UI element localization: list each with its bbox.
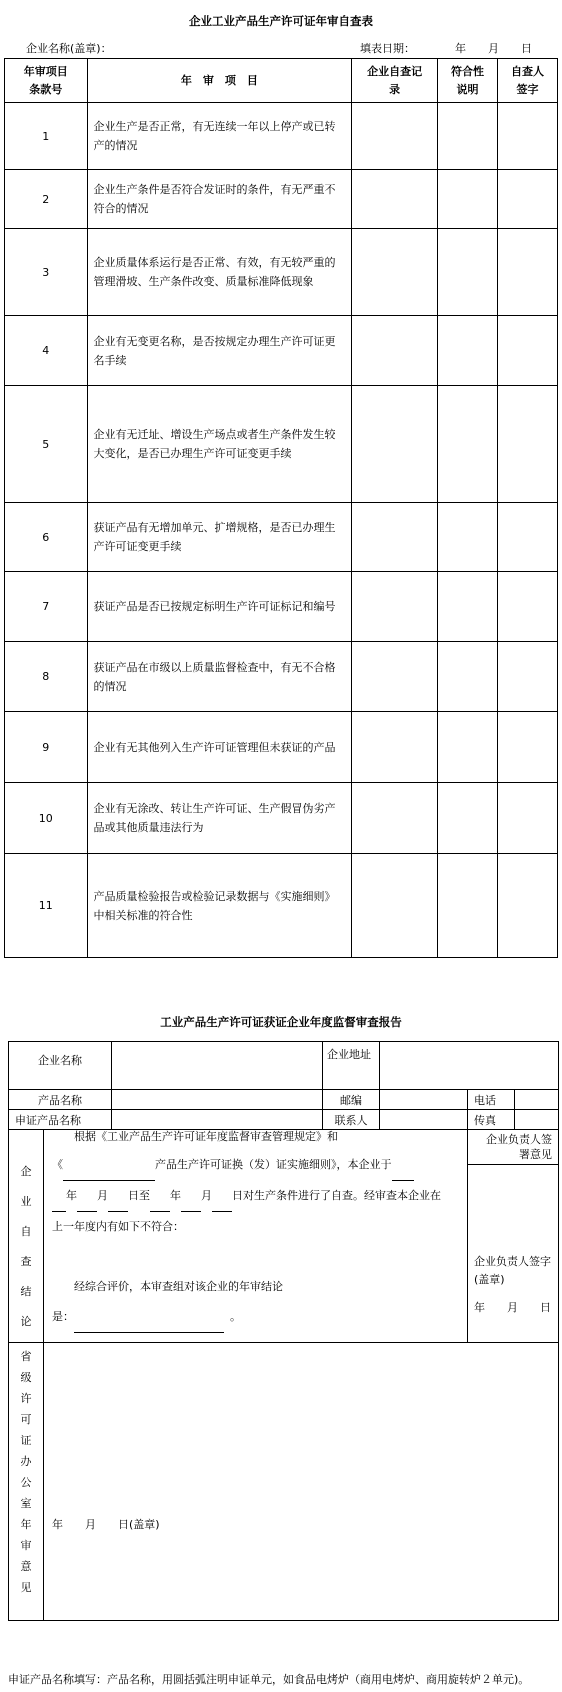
self-check-cell[interactable] bbox=[352, 103, 438, 170]
header-clause-no: 年审项目 条款号 bbox=[5, 59, 88, 103]
conclusion-line4: 上一年度内有如下不符合： bbox=[52, 1220, 184, 1233]
row-item: 获证产品有无增加单元、扩增规格，是否已办理生产许可证变更手续 bbox=[87, 503, 352, 572]
self-conclusion-row bbox=[9, 1130, 559, 1343]
signer-cell[interactable] bbox=[497, 229, 557, 316]
row-item: 企业有无迁址、增设生产场点或者生产条件发生较大变化，是否已办理生产许可证变更手续 bbox=[87, 386, 352, 503]
provincial-date: 年 月 日(盖章) bbox=[52, 1518, 160, 1531]
conformity-cell[interactable] bbox=[437, 316, 497, 386]
row-item: 获证产品是否已按规定标明生产许可证标记和编号 bbox=[87, 572, 352, 642]
vertical-label-char: 级 bbox=[20, 1371, 32, 1384]
conformity-cell[interactable] bbox=[437, 712, 497, 783]
conclusion-line1: 根据《工业产品生产许可证年度监督审查管理规定》和 bbox=[74, 1130, 338, 1143]
conclusion-line2: 《 产品生产许可证换（发）证实施细则》，本企业于 bbox=[52, 1150, 463, 1181]
row-no: 5 bbox=[5, 386, 88, 503]
row-item: 获证产品在市级以上质量监督检查中，有无不合格的情况 bbox=[87, 642, 352, 712]
signer-cell[interactable] bbox=[497, 854, 557, 958]
row-item: 产品质量检验报告或检验记录数据与《实施细则》中相关标准的符合性 bbox=[87, 854, 352, 958]
row-no: 7 bbox=[5, 572, 88, 642]
self-check-cell[interactable] bbox=[352, 170, 438, 229]
fax-field[interactable] bbox=[515, 1110, 559, 1130]
applied-product-row bbox=[9, 1110, 559, 1130]
conformity-cell[interactable] bbox=[437, 229, 497, 316]
company-address-field[interactable] bbox=[380, 1042, 559, 1090]
self-conclusion-content bbox=[44, 1130, 468, 1343]
table-row bbox=[5, 229, 558, 316]
self-check-cell[interactable] bbox=[352, 572, 438, 642]
self-check-cell[interactable] bbox=[352, 642, 438, 712]
header-item: 年 审 项 目 bbox=[87, 59, 352, 103]
conformity-cell[interactable] bbox=[437, 854, 497, 958]
conformity-cell[interactable] bbox=[437, 783, 497, 854]
conformity-cell[interactable] bbox=[437, 642, 497, 712]
table-row bbox=[5, 170, 558, 229]
self-check-table bbox=[4, 58, 558, 958]
vertical-label-char: 办 bbox=[20, 1455, 32, 1468]
table-row bbox=[5, 642, 558, 712]
row-item: 企业有无变更名称，是否按规定办理生产许可证更名手续 bbox=[87, 316, 352, 386]
self-check-cell[interactable] bbox=[352, 712, 438, 783]
row-no: 3 bbox=[5, 229, 88, 316]
provincial-opinion-vertical-label bbox=[9, 1351, 43, 1593]
leader-opinion-label: 企业负责人签署意见 bbox=[468, 1130, 558, 1165]
row-no: 11 bbox=[5, 854, 88, 958]
fill-date-label: 填表日期： bbox=[360, 42, 415, 55]
self-conclusion-label bbox=[9, 1130, 44, 1343]
vertical-label-char: 省 bbox=[20, 1350, 32, 1363]
table-row bbox=[5, 103, 558, 170]
self-check-cell[interactable] bbox=[352, 316, 438, 386]
company-row bbox=[9, 1042, 559, 1090]
company-address-label: 企业地址 bbox=[323, 1042, 380, 1090]
signer-cell[interactable] bbox=[497, 103, 557, 170]
leader-opinion-cell bbox=[468, 1130, 559, 1343]
vertical-label-char: 结 bbox=[20, 1285, 32, 1298]
row-item: 企业生产是否正常，有无连续一年以上停产或已转产的情况 bbox=[87, 103, 352, 170]
applied-product-field[interactable] bbox=[112, 1110, 323, 1130]
table-row bbox=[5, 572, 558, 642]
product-name-field[interactable] bbox=[112, 1090, 323, 1110]
contact-label: 联系人 bbox=[323, 1110, 380, 1130]
vertical-label-char: 公 bbox=[20, 1476, 32, 1489]
row-item: 企业有无涂改、转让生产许可证、生产假冒伪劣产品或其他质量违法行为 bbox=[87, 783, 352, 854]
postcode-label: 邮编 bbox=[323, 1090, 380, 1110]
vertical-label-char: 查 bbox=[20, 1255, 32, 1268]
signer-cell[interactable] bbox=[497, 783, 557, 854]
row-no: 1 bbox=[5, 103, 88, 170]
vertical-label-char: 自 bbox=[20, 1225, 32, 1238]
leader-sign-date[interactable]: 年 月 日 bbox=[474, 1301, 551, 1314]
phone-label: 电话 bbox=[468, 1090, 515, 1110]
vertical-label-char: 见 bbox=[20, 1581, 32, 1594]
vertical-label-char: 意 bbox=[20, 1560, 32, 1573]
table-row bbox=[5, 503, 558, 572]
table-header-row bbox=[5, 59, 558, 103]
form1-title: 企业工业产品生产许可证年审自查表 bbox=[189, 14, 373, 28]
header-conformity: 符合性 说明 bbox=[437, 59, 497, 103]
self-check-cell[interactable] bbox=[352, 229, 438, 316]
vertical-label-char: 室 bbox=[20, 1497, 32, 1510]
provincial-opinion-label bbox=[9, 1343, 44, 1621]
rules-name-blank[interactable] bbox=[63, 1150, 155, 1181]
self-check-cell[interactable] bbox=[352, 854, 438, 958]
signer-cell[interactable] bbox=[497, 170, 557, 229]
product-row bbox=[9, 1090, 559, 1110]
vertical-label-char: 年 bbox=[20, 1518, 32, 1531]
annual-review-report-table bbox=[8, 1041, 559, 1621]
row-no: 2 bbox=[5, 170, 88, 229]
conclusion-line5: 经综合评价，本审查组对该企业的年审结论 bbox=[74, 1280, 283, 1293]
row-item: 企业质量体系运行是否正常、有效，有无较严重的管理滑坡、生产条件改变、质量标准降低现象 bbox=[87, 229, 352, 316]
signer-cell[interactable] bbox=[497, 386, 557, 503]
table-row bbox=[5, 712, 558, 783]
row-no: 6 bbox=[5, 503, 88, 572]
fill-date-parts: 年 月 日 bbox=[455, 42, 532, 55]
signer-cell[interactable] bbox=[497, 316, 557, 386]
date-blank[interactable] bbox=[392, 1150, 414, 1181]
header-signer: 自查人 签字 bbox=[497, 59, 557, 103]
conclusion-line3: 年 月 日至 年 月 日对生产条件进行了自查。经审查本企业在 bbox=[52, 1181, 463, 1212]
company-name-label: 企业名称(盖章)： bbox=[26, 42, 112, 55]
fax-label: 传真 bbox=[468, 1110, 515, 1130]
conformity-cell[interactable] bbox=[437, 170, 497, 229]
conformity-cell[interactable] bbox=[437, 572, 497, 642]
vertical-label-char: 证 bbox=[20, 1434, 32, 1447]
row-no: 4 bbox=[5, 316, 88, 386]
vertical-label-char: 许 bbox=[20, 1392, 32, 1405]
vertical-label-char: 审 bbox=[20, 1539, 32, 1552]
signer-cell[interactable] bbox=[497, 572, 557, 642]
signer-cell[interactable] bbox=[497, 642, 557, 712]
self-check-cell[interactable] bbox=[352, 386, 438, 503]
leader-sign-label: 企业负责人签字(盖章) bbox=[474, 1255, 551, 1286]
vertical-label-char: 论 bbox=[20, 1315, 32, 1328]
signer-cell[interactable] bbox=[497, 712, 557, 783]
signer-cell[interactable] bbox=[497, 503, 557, 572]
conformity-cell[interactable] bbox=[437, 103, 497, 170]
company-name-field[interactable] bbox=[112, 1042, 323, 1090]
footnote: 申证产品名称填写：产品名称，用圆括弧注明申证单元，如食品电烤炉（商用电烤炉、商用旋转炉２单元)。 bbox=[8, 1673, 530, 1686]
row-item: 企业有无其他列入生产许可证管理但未获证的产品 bbox=[87, 712, 352, 783]
conclusion-line6: 是： 。 bbox=[52, 1302, 463, 1333]
row-no: 9 bbox=[5, 712, 88, 783]
postcode-field[interactable] bbox=[380, 1090, 468, 1110]
table-row bbox=[5, 783, 558, 854]
table-row bbox=[5, 386, 558, 503]
form2-title: 工业产品生产许可证获证企业年度监督审查报告 bbox=[160, 1015, 402, 1029]
conclusion-blank[interactable] bbox=[74, 1302, 224, 1333]
phone-field[interactable] bbox=[515, 1090, 559, 1110]
provincial-opinion-content[interactable] bbox=[44, 1343, 559, 1621]
conformity-cell[interactable] bbox=[437, 503, 497, 572]
header-self-check: 企业自查记 录 bbox=[352, 59, 438, 103]
self-check-cell[interactable] bbox=[352, 783, 438, 854]
row-item: 企业生产条件是否符合发证时的条件，有无严重不符合的情况 bbox=[87, 170, 352, 229]
row-no: 8 bbox=[5, 642, 88, 712]
table-row bbox=[5, 854, 558, 958]
table-row bbox=[5, 316, 558, 386]
applied-product-label: 申证产品名称 bbox=[9, 1110, 112, 1130]
row-no: 10 bbox=[5, 783, 88, 854]
product-name-label: 产品名称 bbox=[9, 1090, 112, 1110]
self-check-cell[interactable] bbox=[352, 503, 438, 572]
contact-field[interactable] bbox=[380, 1110, 468, 1130]
conformity-cell[interactable] bbox=[437, 386, 497, 503]
provincial-opinion-row bbox=[9, 1343, 559, 1621]
vertical-label-char: 可 bbox=[20, 1413, 32, 1426]
vertical-label-char: 业 bbox=[20, 1195, 32, 1208]
vertical-label-char: 企 bbox=[20, 1165, 32, 1178]
company-name-label: 企业名称 bbox=[9, 1042, 112, 1090]
